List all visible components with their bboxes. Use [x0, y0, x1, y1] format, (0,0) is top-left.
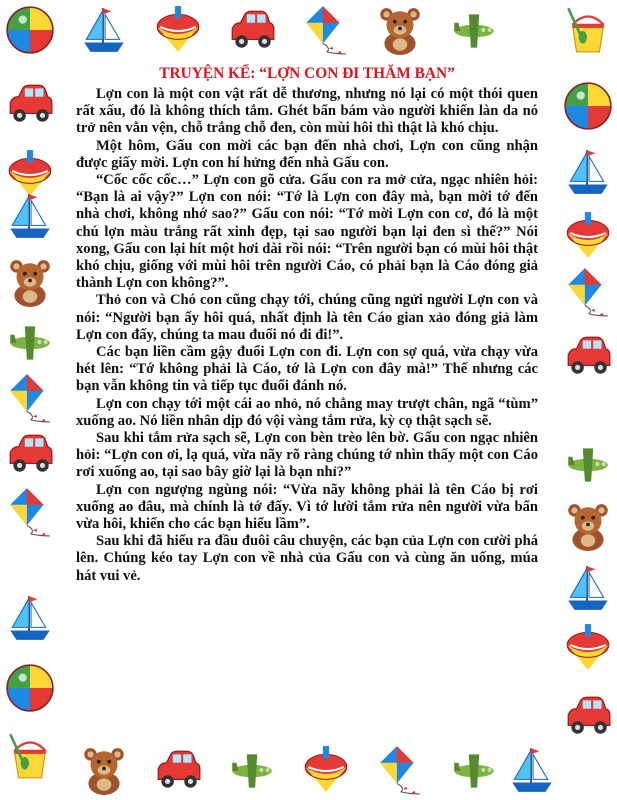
story-paragraph: Sau khi tắm rửa sạch sẽ, Lợn con bèn trèo lên bờ. Gấu con ngạc nhiên hỏi: “Lợn con ơi, lạ quá, vừa nãy rõ ràng chúng tớ nhìn thấy một con Cáo rơi xuống ao, tại sao bây giờ lại là bạn nhỉ?”: [76, 430, 538, 481]
toy-airplane-icon: [562, 438, 614, 490]
kite-icon: [562, 266, 614, 318]
story-paragraph: Các bạn liền cầm gậy đuổi Lợn con đi. Lợn con sợ quá, vừa chạy vừa hét lên: “Tớ không phải là Cáo, tớ là Lợn con đây mà!” Thế nhưng các bạn vẫn không tin và tiếp tục đuổi đánh nó.: [76, 344, 538, 395]
story-paragraph: Lợn con ngượng ngùng nói: “Vừa nãy không phải là tên Cáo bị rơi xuống ao đâu, mà chính là tớ đấy. Vì tớ lười tắm rửa nên người vừa bẩn vừa hôi, khiến cho các bạn hiểu lầm”.: [76, 481, 538, 533]
toy-car-icon: [562, 330, 614, 382]
kite-icon: [300, 4, 352, 56]
teddy-bear-icon: [562, 500, 614, 552]
sailboat-icon: [562, 146, 614, 198]
toy-car-icon: [152, 744, 204, 796]
story-paragraph: Một hôm, Gấu con mời các bạn đến nhà chơi, Lợn con cũng nhận được giấy mời. Lợn con hí hửng đến nhà Gấu con.: [76, 137, 538, 171]
sailboat-icon: [506, 744, 558, 796]
ball-icon: [562, 80, 614, 132]
toy-car-icon: [4, 428, 56, 480]
sailboat-icon: [4, 190, 56, 242]
teddy-bear-icon: [4, 256, 56, 308]
toy-car-icon: [226, 4, 278, 56]
story-paragraph: Sau khi đã hiểu ra đầu đuôi câu chuyện, các bạn của Lợn con cười phá lên. Chúng kéo tay Lợn con về nhà của Gấu con và cùng ăn uống, múa hát vui vẻ.: [76, 533, 538, 584]
story-paragraph: Thỏ con và Chó con cũng chạy tới, chúng cũng ngửi người Lợn con và nói: “Người bạn ấy hôi quá, nhất định là tên Cáo gian xảo đóng giả làm Lợn con đấy, chúng ta mau đuổi nó đi đi!”.: [76, 292, 538, 343]
spinning-top-icon: [300, 744, 352, 796]
teddy-bear-icon: [78, 744, 130, 796]
toy-car-icon: [4, 78, 56, 130]
teddy-bear-icon: [374, 4, 426, 56]
story-paragraph: Lợn con là một con vật rất dễ thương, nhưng nó lại có một thói quen rất xấu, đó là không thích tắm. Ghét bẩn bám vào người khiến làn da nó trở nên vằn vện, chỗ trắng chỗ đen, còn mùi hôi thì thật là khó chịu.: [76, 86, 538, 137]
kite-icon: [4, 372, 56, 424]
spinning-top-icon: [562, 622, 614, 674]
toy-airplane-icon: [4, 316, 56, 368]
sailboat-icon: [78, 4, 130, 56]
ball-icon: [4, 662, 56, 714]
story-paragraph: Lợn con chạy tới một cái ao nhỏ, nó chẳng may trượt chân, ngã “tùm” xuống ao. Nó liền nhân dịp đó vội vàng tắm rửa, kỳ cọ thật sạch sẽ.: [76, 395, 538, 429]
spinning-top-icon: [152, 4, 204, 56]
kite-icon: [4, 486, 56, 538]
sand-bucket-icon: [562, 4, 614, 56]
story-paragraph: “Cốc cốc cốc…” Lợn con gõ cửa. Gấu con ra mở cửa, ngạc nhiên hỏi: “Bạn là ai vậy?” Lợn con nói: “Tớ là Lợn con đây mà, bạn mời tớ đến nhà chơi, không nhớ sao?” Gấu con nói: “Tớ mời Lợn con cơ, đó là một chú lợn màu trắng rất xinh đẹp, tại sao người bạn lại đen sì thế?” Nói xong, Gấu con lại hít một hơi dài rồi nói: “Trên người bạn có mùi hôi thật khó chịu, giống với mùi hôi trên người Cáo, có phải bạn là Cáo đóng giả thành Lợn con không?”.: [76, 172, 538, 292]
ball-icon: [4, 4, 56, 56]
toy-airplane-icon: [448, 744, 500, 796]
spinning-top-icon: [562, 210, 614, 262]
story-content: [76, 64, 538, 585]
sailboat-icon: [562, 562, 614, 614]
sand-bucket-icon: [4, 730, 56, 782]
toy-car-icon: [562, 690, 614, 742]
story-title: TRUYỆN KỂ: “LỢN CON ĐI THĂM BẠN”: [159, 65, 455, 82]
toy-airplane-icon: [226, 744, 278, 796]
kite-icon: [374, 744, 426, 796]
sailboat-icon: [4, 592, 56, 644]
toy-airplane-icon: [448, 4, 500, 56]
